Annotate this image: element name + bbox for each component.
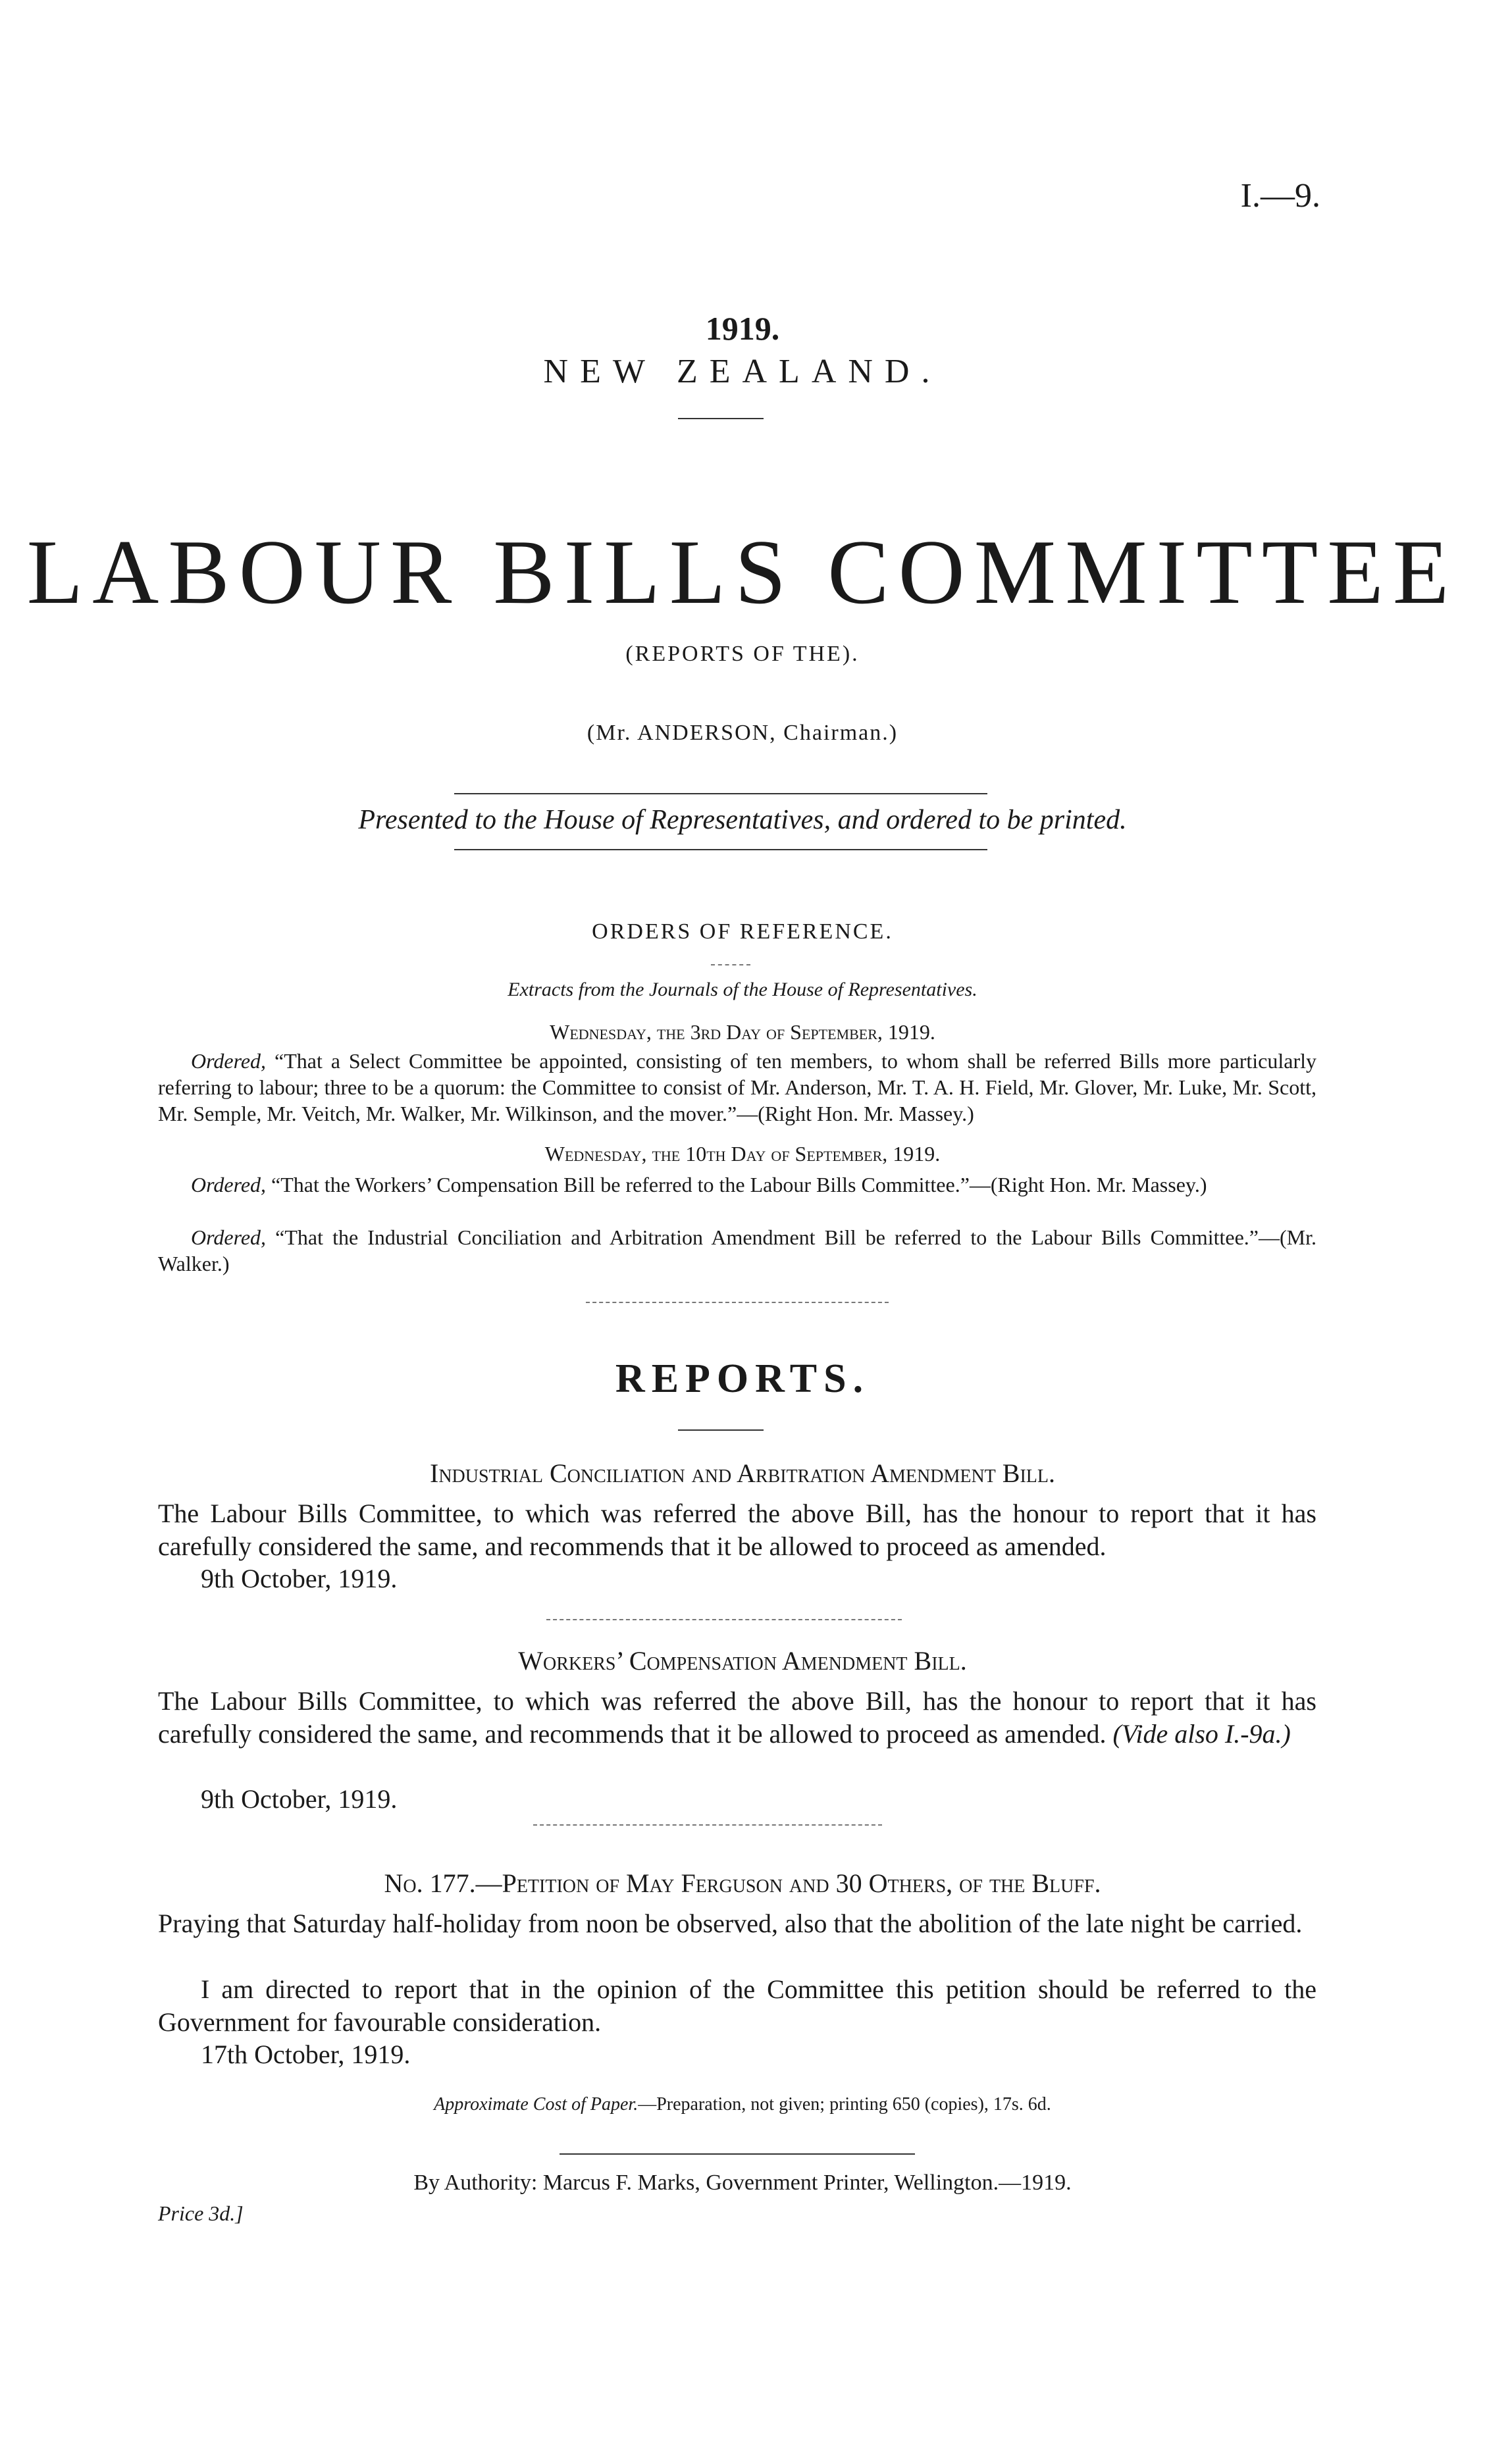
- reports-rule: [678, 1429, 764, 1431]
- order-2-text: “That the Workers’ Compensation Bill be referred to the Labour Bills Committee.”—(Right Hon. Mr. Massey.): [271, 1173, 1207, 1196]
- orders-date-1: Wednesday, the 3rd Day of September, 1919.: [550, 1020, 935, 1044]
- page-subtitle: (REPORTS OF THE).: [625, 642, 860, 666]
- report-1-divider: [546, 1619, 902, 1620]
- order-1: [158, 1048, 1316, 1127]
- report-1-title: Industrial Conciliation and Arbitration Amendment Bill.: [430, 1458, 1055, 1488]
- document-year: 1919.: [705, 310, 780, 347]
- price-label: Price 3d.]: [158, 2201, 244, 2225]
- reports-heading: REPORTS.: [615, 1356, 870, 1401]
- order-1-text: “That a Select Committee be appointed, consisting of ten members, to whom shall be referred Bills more particularly referring to labour; three to be a quorum: the Committee to consist of Mr. Anderson, Mr. T. A. H. Field, Mr. Glover, Mr. Luke, Mr. Scott, Mr. Semple, Mr. Veitch, Mr. Walker, Mr. Wilkinson, and the mover.”—(Right Hon. Mr. Massey.): [158, 1049, 1317, 1125]
- ordered-label-2: Ordered,: [191, 1173, 267, 1196]
- report-3-date: 17th October, 1919.: [201, 2040, 411, 2069]
- report-2-text: The Labour Bills Committee, to which was referred the above Bill, has the honour to report that it has carefully considered the same, and recommends that it be allowed to proceed as amended.: [158, 1686, 1316, 1749]
- order-2: [158, 1171, 1316, 1198]
- order-3-text: “That the Industrial Conciliation and Arbitration Amendment Bill be referred to the Labour Bills Committee.”—(Mr. Walker.): [158, 1225, 1316, 1275]
- orders-date-2: Wednesday, the 10th Day of September, 1919.: [544, 1142, 941, 1166]
- footer-rule: [560, 2153, 915, 2155]
- page-title: LABOUR BILLS COMMITTEE: [26, 521, 1459, 623]
- report-1-body: The Labour Bills Committee, to which was referred the above Bill, has the honour to report that it has carefully considered the same, and recommends that it be allowed to proceed as amended.: [158, 1499, 1316, 1561]
- presented-rule-top: [454, 793, 987, 794]
- presented-line: Presented to the House of Representatives, and ordered to be printed.: [358, 805, 1127, 835]
- country-title: NEW ZEALAND.: [543, 353, 942, 390]
- report-3-title: No. 177.—Petition of May Ferguson and 30 Others, of the Bluff.: [384, 1868, 1101, 1898]
- orders-end-divider: [586, 1302, 889, 1303]
- document-code: I.—9.: [1240, 177, 1320, 215]
- report-3-body-2: I am directed to report that in the opinion of the Committee this petition should be referred to the Government for favourable consideration.: [158, 1974, 1316, 2037]
- printer-line: By Authority: Marcus F. Marks, Government Printer, Wellington.—1919.: [413, 2170, 1072, 2195]
- ordered-label-1: Ordered,: [191, 1049, 267, 1073]
- presented-rule-bottom: [454, 849, 987, 850]
- cost-note: [0, 2094, 1485, 2115]
- report-2-date: 9th October, 1919.: [201, 1784, 398, 1814]
- report-3-body: Praying that Saturday half-holiday from noon be observed, also that the abolition of the late night be carried.: [158, 1909, 1303, 1938]
- ordered-label-3: Ordered,: [191, 1225, 267, 1249]
- report-2-title: Workers’ Compensation Amendment Bill.: [518, 1646, 967, 1676]
- report-2-vide: (Vide also I.-9a.): [1112, 1719, 1291, 1749]
- orders-extracts: Extracts from the Journals of the House of Representatives.: [508, 979, 977, 1000]
- report-1-date: 9th October, 1919.: [201, 1564, 398, 1593]
- cost-label: Approximate Cost of Paper.: [434, 2094, 638, 2115]
- orders-divider: [711, 964, 750, 965]
- order-3: [158, 1224, 1316, 1277]
- cost-text: —Preparation, not given; printing 650 (copies), 17s. 6d.: [638, 2094, 1051, 2115]
- orders-heading: ORDERS OF REFERENCE.: [592, 919, 893, 944]
- report-2-body: [158, 1685, 1316, 1751]
- title-rule: [678, 418, 764, 419]
- chairman-line: (Mr. ANDERSON, Chairman.): [586, 721, 899, 745]
- report-2-divider: [533, 1824, 882, 1826]
